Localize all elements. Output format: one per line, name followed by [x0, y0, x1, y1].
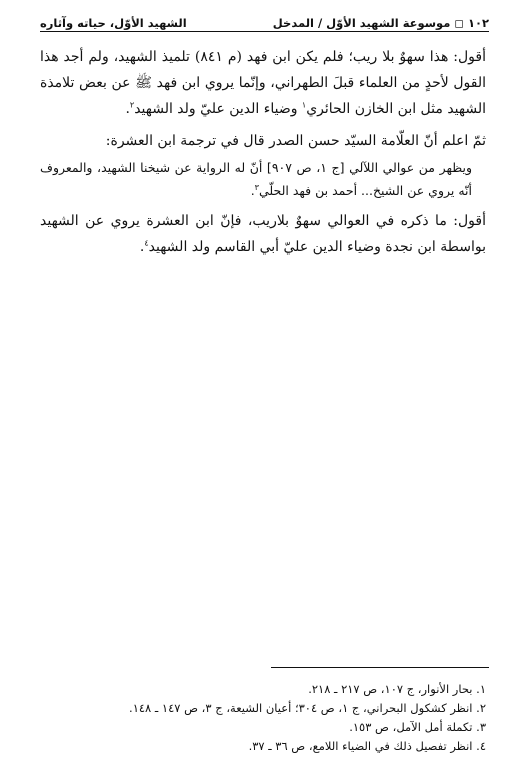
paragraph-3: أقول: ما ذكره في العوالي سهوٌ بلاريب، فإنّ ابن العشرة يروي عن الشهيد بواسطة ابن نجدة وضياء الدين عليّ أبي القاسم ولد الشهيد$^٤$.	[40, 213, 486, 255]
running-header	[40, 8, 489, 30]
footnote-ref-4: ٤	[144, 238, 149, 248]
footnote-1: ١. بحار الأنوار، ج ١٠٧، ص ٢١٧ ـ ٢١٨.	[308, 682, 486, 696]
paragraph-1-text: أقول: هذا سهوٌ بلا ريب؛ فلم يكن ابن فهد (م ٨٤١) تلميذ الشهيد، ولم أجد هذا القول لأحدٍ من العلماء قبلَ الطهراني، وإنّما يروي ابن فهد ﷺ عن بعض تلامذة الشهيد مثل ابن الخازن الحائري	[40, 49, 486, 117]
page-number-and-section: ١٠٢ ◻ موسوعة الشهيد الأوّل / المدخل	[272, 16, 489, 30]
header-rule	[40, 31, 489, 32]
footnote-ref-1: ١	[301, 100, 307, 110]
paragraph-1-end: وضياء الدين عليّ ولد الشهيد	[134, 101, 302, 117]
block-quote: ويظهر من عوالي اللآلي [ج ١، ص ٩٠٧] أنّ له الرواية عن شيخنا الشهيد، والمعروف أنّه يروي عن الشيخ... أحمد بن فهد الحلّي$^٣$.	[40, 160, 473, 198]
block-quote-text: ويظهر من عوالي اللآلي [ج ١، ص ٩٠٧] أنّ له الرواية عن شيخنا الشهيد، والمعروف أنّه يروي عن الشيخ... أحمد بن فهد الحلّي	[40, 160, 473, 198]
footnote-separator	[271, 667, 489, 668]
footnote-3: ٣. تكملة أمل الآمل، ص ١٥٣.	[349, 720, 486, 734]
footnote-ref-3: ٣	[254, 182, 259, 192]
footnote-4: ٤. انظر تفصيل ذلك في الضياء اللامع، ص ٣٦ ـ ٣٧.	[248, 739, 486, 753]
footnote-ref-2: ٢	[129, 100, 135, 110]
main-text	[40, 44, 486, 260]
paragraph-1: أقول: هذا سهوٌ بلا ريب؛ فلم يكن ابن فهد (م ٨٤١) تلميذ الشهيد، ولم أجد هذا القول لأحدٍ من العلماء قبلَ الطهراني، وإنّما يروي ابن فهد ﷺ عن بعض تلامذة الشهيد مثل ابن الخازن الحائري$^١$ وضياء الدين عليّ ولد الشهيد$^٢$.	[40, 49, 486, 117]
footnotes	[40, 680, 486, 756]
paragraph-3-text: أقول: ما ذكره في العوالي سهوٌ بلاريب، فإنّ ابن العشرة يروي عن الشهيد بواسطة ابن نجدة وضياء الدين عليّ أبي القاسم ولد الشهيد	[40, 213, 486, 255]
paragraph-2: ثمّ اعلم أنّ العلّامة السيّد حسن الصدر قال في ترجمة ابن العشرة:	[105, 133, 486, 149]
footnote-2: ٢. انظر كشكول البحراني، ج ١، ص ٣٠٤؛ أعيان الشيعة، ج ٣، ص ١٤٧ ـ ١٤٨.	[129, 701, 486, 715]
running-title: الشهيد الأوّل، حياته وآثاره	[40, 16, 187, 30]
